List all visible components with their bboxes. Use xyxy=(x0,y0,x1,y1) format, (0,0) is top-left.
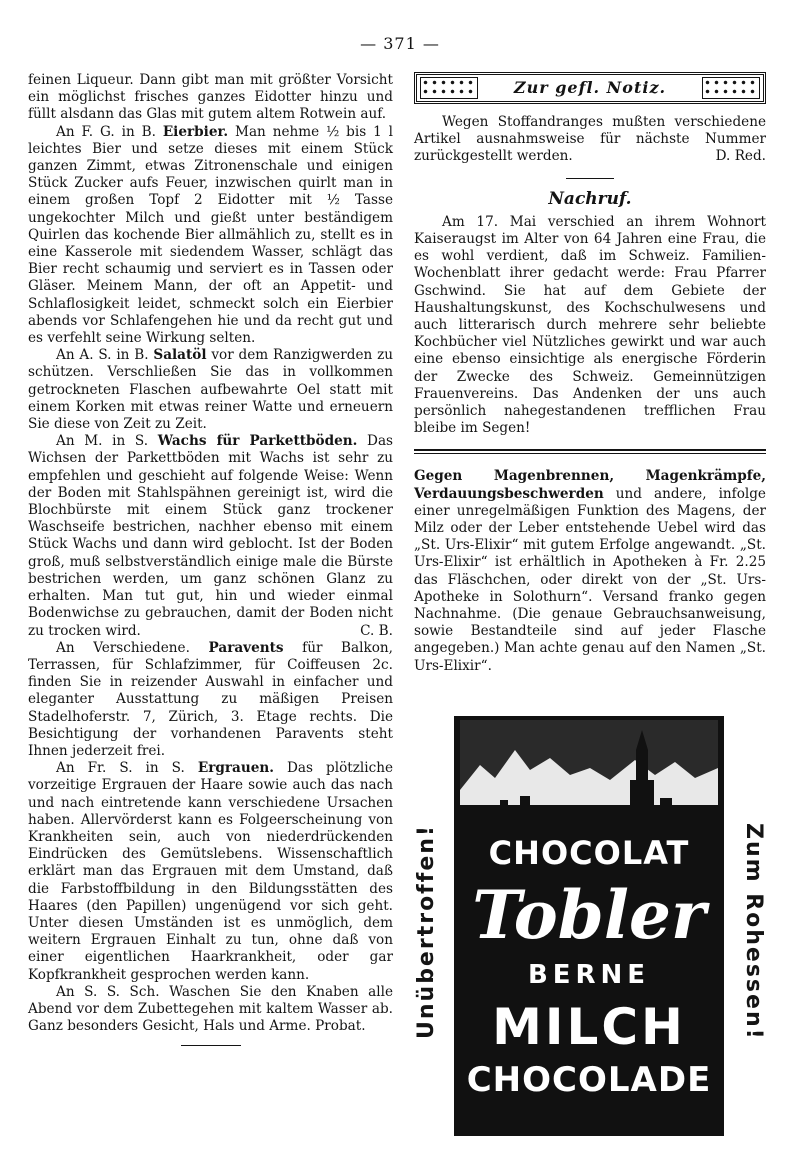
article-parkettboeden xyxy=(28,433,393,639)
addressee: An Fr. S. in S. xyxy=(56,760,185,777)
left-column xyxy=(28,72,393,1046)
ad-line-chocolat: CHOCOLAT xyxy=(488,834,690,872)
addressee: An M. in S. xyxy=(56,433,149,450)
ad-line-milch: MILCH xyxy=(492,998,686,1056)
notiz-body: Wegen Stoffandranges mußten verschiedene Artikel ausnahmsweise für nächste Nummer zurückgestellt werden. xyxy=(414,114,766,165)
article-text: Das Wichsen der Parkettböden mit Wachs ist sehr zu empfehlen und geschieht auf folgende Weise: Wenn der Boden mit Stahlspähnen gereinigt ist, wird die Blochbürste mit einem Stück ganz trockener Waschseife bestrichen, nachher ebenso mit einem Stück Wachs und dann wird geblocht. Ist der Boden groß, muß selbstverständlich einige male die Bürste bestrichen werden, um ganz schönen Glanz zu erhalten. Man tut gut, hin und wieder einmal Bodenwichse zu gebrauchen, damit der Boden nicht zu trocken wird. xyxy=(28,433,394,639)
article-text: für Balkon, Terrassen, für Schlafzimmer, für Coiffeusen 2c. finden Sie in reizender Auswahl in einfacher und eleganter Ausstattung zu mäßigen Preisen Stadelhoferstr. 7, Zürich, 3. Etage rechts. Die Besichtigung der vorhandenen Paravents steht Ihnen jederzeit frei. xyxy=(28,639,393,759)
section-rule xyxy=(414,449,766,454)
article-paravents xyxy=(28,640,393,760)
topic-heading: Wachs für Parkettböden. xyxy=(157,433,358,450)
topic-heading: Paravents xyxy=(208,639,284,656)
notiz-title: Zur gefl. Notiz. xyxy=(513,78,667,98)
article-text: vor dem Ranzigwerden zu schützen. Verschließen Sie das in vollkommen getrockneten Flaschen aufbewahrte Oel statt mit einem Korken mit etwas reiner Watte und erneuern Sie diese von Zeit zu Zeit. xyxy=(28,347,393,433)
ad-side-text-left: Unübertroffen! xyxy=(414,824,439,1040)
article-ergrauen xyxy=(28,760,393,984)
nachruf-title: Nachruf. xyxy=(548,188,632,209)
notiz-heading-box xyxy=(414,72,766,104)
notiz-text xyxy=(414,114,766,166)
page-number: — 371 — xyxy=(360,34,440,53)
addressee: An F. G. in B. xyxy=(56,123,156,140)
magen-advertisement xyxy=(414,468,766,674)
mountain-city-illustration xyxy=(460,720,718,830)
ad-line-chocolade: CHOCOLADE xyxy=(466,1060,712,1100)
topic-heading: Salatöl xyxy=(153,347,207,364)
magen-text: und andere, infolge einer unregelmäßigen Funktion des Magens, der Milz oder der Leber entstehende Uebel wird das „St. Urs-Elixir“ mit gutem Erfolge angewandt. „St. Urs-Elixir“ ist erhältlich in Apotheken à Fr. 2.25 das Fläschchen, oder direkt von der „St. Urs-Apotheke in Solothurn“. Versand franko gegen Nachnahme. (Die genaue Gebrauchsanweisung, sowie Bestandteile sind auf jeder Flasche angegeben.) Man achte genau auf den Namen „St. Urs-Elixir“. xyxy=(414,485,766,674)
article-knaben xyxy=(28,984,393,1036)
article-text: Waschen Sie den Knaben alle Abend vor dem Zubettegehen mit kaltem Wasser ab. Ganz besonders Gesicht, Hals und Arme. Probat. xyxy=(28,983,393,1035)
addressee: An A. S. in B. xyxy=(56,347,149,364)
ad-line-berne: BERNE xyxy=(527,960,651,990)
signature: C. B. xyxy=(360,622,393,639)
right-column xyxy=(414,72,766,675)
separator-rule xyxy=(566,178,614,179)
tobler-advertisement xyxy=(414,712,766,1142)
topic-heading: Ergrauen. xyxy=(197,760,274,777)
nachruf-text: Am 17. Mai verschied an ihrem Wohnort Kaiseraugst im Alter von 64 Jahren eine Frau, die es wohl verdient, daß im Schweiz. Familien-Wochenblatt ihrer gedacht werde: Frau Pfarrer Gschwind. Sie hat auf dem Gebiete der Haushaltungskunst, des Kochschulwesens und auch litterarisch durch mehrere sehr beliebte Kochbücher viel Nützliches gewirkt und war auch eine ebenso einsichtige als energische Förderin der Zwecke des Schweiz. Gemeinnützigen Frauenvereins. Das Andenken der uns auch persönlich nahegestandenen trefflichen Frau bleibe im Segen! xyxy=(414,213,766,437)
article-liqueur-end: feinen Liqueur. Dann gibt man mit größter Vorsicht ein möglichst frisches ganzes Eidotter hinzu und füllt alsdann das Glas mit gutem altem Rotwein auf. xyxy=(28,72,393,123)
ad-panel xyxy=(454,716,724,1136)
notiz-signature: D. Red. xyxy=(715,148,766,165)
ad-side-text-right: Zum Rohessen! xyxy=(741,823,766,1041)
magen-lead: Gegen Magenbrennen, Magenkrämpfe, Verdauungsbeschwerden xyxy=(414,468,766,502)
ornament-left xyxy=(420,77,478,99)
addressee: An S. S. Sch. xyxy=(56,983,160,1000)
article-salatoel xyxy=(28,347,393,433)
addressee: An Verschiedene. xyxy=(56,639,190,656)
article-eierbier xyxy=(28,124,393,348)
article-text: Man nehme ½ bis 1 l leichtes Bier und setze dieses mit einem Stück ganzen Zimmt, etwas Zitronenschale und einigen Stück Zucker aufs Feuer, inzwischen quirlt man in einem großen Topf 2 Eidotter mit ½ Tasse ungekochter Milch und gießt unter beständigem Quirlen das kochende Bier allmählich zu, stellt es in eine Kasserole mit siedendem Wasser, schlägt das Bier recht schaumig und serviert es in Tassen oder Gläser. Meinem Mann, der oft an Appetit- und Schlaflosigkeit leidet, schmeckt solch ein Eierbier abends vor Schlafengehen hie und da recht gut und es verfehlt seine Wirkung selten. xyxy=(28,123,393,347)
topic-heading: Eierbier. xyxy=(162,123,229,140)
ad-brand-logo: Tobler xyxy=(472,876,706,954)
end-rule xyxy=(181,1045,241,1046)
article-text: Das plötzliche vorzeitige Ergrauen der Haare sowie auch das nach und nach eintretende kann verschiedene Ursachen haben. Allervörderst kann es Folgeerscheinung von Krankheiten sein, auch von niederdrückenden Eindrücken des Gemütslebens. Wissenschaftlich erklärt man das Ergrauen mit dem Umstand, daß die Farbstoffbildung in den Bildungsstätten des Haares (den Papillen) ungenügend vor sich geht. Unter diesen Umständen ist es unmöglich, dem weitern Ergrauen Einhalt zu tun, ohne daß von einer eigentlichen Haarkrankheit, oder gar Kopfkrankheit gesprochen werden kann. xyxy=(28,760,393,983)
ornament-right xyxy=(702,77,760,99)
